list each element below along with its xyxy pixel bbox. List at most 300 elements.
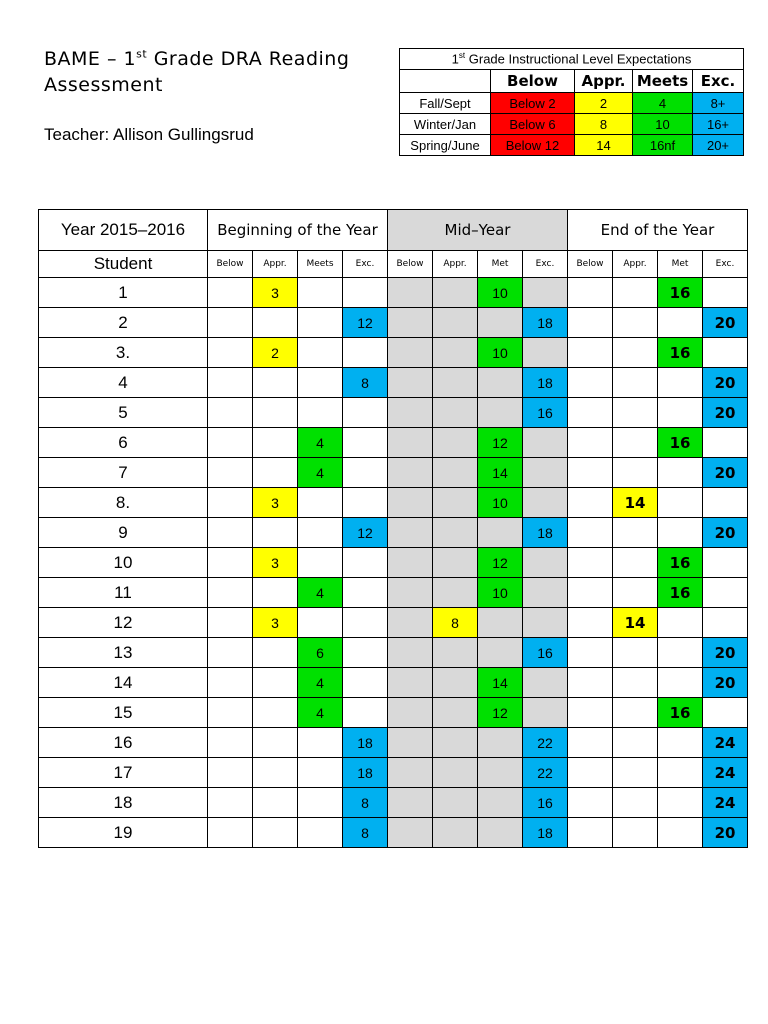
expectations-cell: Below 2 [491,93,575,114]
score-cell [388,308,433,338]
student-number: 10 [39,548,208,578]
score-cell [388,338,433,368]
score-cell [298,608,343,638]
score-cell [433,398,478,428]
score-cell [343,638,388,668]
score-cell [343,488,388,518]
score-cell: 8 [433,608,478,638]
score-cell: 18 [343,728,388,758]
student-row [39,488,748,518]
score-cell [613,458,658,488]
score-cell [433,548,478,578]
student-number: 4 [39,368,208,398]
score-cell [388,608,433,638]
score-cell [703,698,748,728]
student-number: 3. [39,338,208,368]
score-cell: 14 [478,458,523,488]
score-cell: 6 [298,638,343,668]
score-cell [343,548,388,578]
student-row [39,368,748,398]
score-cell [568,308,613,338]
score-cell [568,578,613,608]
score-cell: 20 [703,398,748,428]
score-cell [613,758,658,788]
score-cell: 4 [298,698,343,728]
score-cell [208,368,253,398]
score-cell: 18 [523,308,568,338]
score-cell: 24 [703,788,748,818]
score-cell: 12 [478,698,523,728]
category-subheader: Appr. [433,251,478,278]
score-cell [253,818,298,848]
expectations-cell: Below 6 [491,114,575,135]
score-cell [388,458,433,488]
score-cell: 16 [523,398,568,428]
score-cell: 16 [658,698,703,728]
student-row [39,428,748,458]
score-cell [253,518,298,548]
score-cell [568,608,613,638]
student-row [39,458,748,488]
expectations-cell: 20+ [693,135,744,156]
score-cell: 14 [478,668,523,698]
score-cell: 16 [658,278,703,308]
score-cell [253,668,298,698]
score-cell [343,398,388,428]
student-number: 2 [39,308,208,338]
score-cell [613,728,658,758]
expectations-row-label: Spring/June [400,135,491,156]
score-cell [703,338,748,368]
score-cell [568,488,613,518]
expectations-row-label: Winter/Jan [400,114,491,135]
score-cell [298,758,343,788]
score-cell [613,338,658,368]
student-row [39,788,748,818]
score-cell [658,458,703,488]
score-cell [568,758,613,788]
category-subheader: Met [658,251,703,278]
score-cell [433,368,478,398]
score-cell: 22 [523,758,568,788]
score-cell [478,638,523,668]
score-cell: 2 [253,338,298,368]
score-cell: 18 [523,518,568,548]
score-cell [298,368,343,398]
score-cell [478,368,523,398]
teacher-name: Teacher: Allison Gullingsrud [44,125,254,144]
student-number: 18 [39,788,208,818]
score-cell [523,458,568,488]
score-cell: 3 [253,488,298,518]
score-cell [343,668,388,698]
student-row [39,518,748,548]
score-cell [388,488,433,518]
student-number: 1 [39,278,208,308]
score-cell [568,668,613,698]
score-cell [703,548,748,578]
score-cell [703,578,748,608]
score-cell [568,788,613,818]
page-title [44,46,349,98]
score-cell: 16 [658,338,703,368]
score-cell [433,728,478,758]
expectations-cell: 4 [633,93,693,114]
score-cell: 24 [703,758,748,788]
score-cell [658,368,703,398]
score-cell [388,818,433,848]
expectations-column-header: Exc. [693,70,744,93]
score-cell: 22 [523,728,568,758]
category-subheader: Meets [298,251,343,278]
score-cell [343,458,388,488]
score-cell [523,338,568,368]
score-cell [478,728,523,758]
student-number: 16 [39,728,208,758]
score-cell: 12 [343,518,388,548]
score-cell [703,428,748,458]
score-cell [658,638,703,668]
score-cell: 16 [658,428,703,458]
score-cell [388,638,433,668]
score-cell: 4 [298,668,343,698]
score-cell [253,308,298,338]
score-cell [253,368,298,398]
score-cell: 3 [253,278,298,308]
score-cell [523,548,568,578]
score-cell [208,488,253,518]
period-header: Mid–Year [388,210,568,251]
score-cell [433,668,478,698]
score-cell [433,458,478,488]
category-subheader: Below [568,251,613,278]
score-cell [478,818,523,848]
score-cell [568,518,613,548]
score-cell: 20 [703,308,748,338]
score-cell [298,728,343,758]
expectations-column-header: Meets [633,70,693,93]
score-cell [388,758,433,788]
score-cell: 24 [703,728,748,758]
student-number: 8. [39,488,208,518]
score-cell [253,578,298,608]
expectations-cell: 8+ [693,93,744,114]
score-cell [208,638,253,668]
student-number: 7 [39,458,208,488]
category-subheader: Appr. [613,251,658,278]
score-cell [523,698,568,728]
score-cell [658,608,703,638]
score-cell [388,788,433,818]
score-cell [568,338,613,368]
score-cell [433,818,478,848]
score-cell [433,308,478,338]
score-cell [658,518,703,548]
score-cell [568,458,613,488]
score-cell: 18 [343,758,388,788]
score-cell [208,758,253,788]
score-cell [208,578,253,608]
score-cell: 14 [613,488,658,518]
student-row [39,668,748,698]
score-cell [253,788,298,818]
score-cell [388,278,433,308]
score-cell [253,428,298,458]
score-cell [658,668,703,698]
score-cell: 12 [478,548,523,578]
score-cell [253,638,298,668]
score-cell [703,278,748,308]
score-cell [703,488,748,518]
score-cell [523,488,568,518]
expectations-cell: 14 [575,135,633,156]
score-cell [568,428,613,458]
score-cell [433,518,478,548]
score-cell [208,668,253,698]
score-cell [568,728,613,758]
score-cell: 20 [703,458,748,488]
score-cell [298,518,343,548]
student-number: 19 [39,818,208,848]
expectations-cell: 16+ [693,114,744,135]
score-cell [208,788,253,818]
score-cell [208,518,253,548]
score-cell [568,368,613,398]
score-cell [433,278,478,308]
score-cell [478,608,523,638]
score-cell: 10 [478,338,523,368]
score-cell: 18 [523,368,568,398]
score-cell [523,578,568,608]
score-cell [568,698,613,728]
score-cell [658,728,703,758]
score-cell [433,638,478,668]
score-cell: 16 [523,638,568,668]
score-cell [433,698,478,728]
title-prefix: BAME – 1 [44,48,137,70]
score-cell [613,368,658,398]
score-cell [343,608,388,638]
student-number: 11 [39,578,208,608]
score-cell [613,668,658,698]
title-line2: Assessment [44,74,163,96]
title-superscript: st [136,47,148,61]
expectations-row [400,114,744,135]
score-cell [208,338,253,368]
expectations-corner [400,70,491,93]
score-cell [523,608,568,638]
score-cell: 3 [253,608,298,638]
score-cell [208,428,253,458]
score-cell [388,518,433,548]
student-row [39,278,748,308]
student-number: 6 [39,428,208,458]
score-cell [343,428,388,458]
score-cell [388,668,433,698]
score-cell: 8 [343,368,388,398]
expectations-cell: 2 [575,93,633,114]
score-cell [388,398,433,428]
score-cell [658,308,703,338]
score-cell: 4 [298,428,343,458]
student-number: 14 [39,668,208,698]
score-cell [433,788,478,818]
assessment-table [38,209,748,848]
score-cell [568,818,613,848]
score-cell [343,338,388,368]
score-cell [343,698,388,728]
expectations-row [400,93,744,114]
expectations-caption: 1st Grade Instructional Level Expectations [400,49,744,70]
student-number: 15 [39,698,208,728]
score-cell [613,278,658,308]
score-cell [253,398,298,428]
score-cell [388,698,433,728]
category-subheader: Below [208,251,253,278]
score-cell [658,398,703,428]
score-cell [208,458,253,488]
expectations-cell: 10 [633,114,693,135]
category-subheader: Appr. [253,251,298,278]
score-cell: 16 [523,788,568,818]
score-cell [343,578,388,608]
score-cell [523,668,568,698]
student-row [39,728,748,758]
score-cell [298,488,343,518]
score-cell [613,578,658,608]
expectations-row-label: Fall/Sept [400,93,491,114]
student-row [39,338,748,368]
student-row [39,548,748,578]
score-cell [568,398,613,428]
score-cell [703,608,748,638]
score-cell [298,398,343,428]
expectations-cell: 16nf [633,135,693,156]
score-cell [433,338,478,368]
score-cell [568,278,613,308]
category-subheader: Exc. [523,251,568,278]
score-cell [388,428,433,458]
score-cell [568,548,613,578]
score-cell [208,728,253,758]
expectations-cell: Below 12 [491,135,575,156]
category-subheader: Below [388,251,433,278]
score-cell [298,278,343,308]
score-cell [478,308,523,338]
expectations-column-header: Appr. [575,70,633,93]
score-cell: 4 [298,458,343,488]
score-cell [613,548,658,578]
score-cell [613,638,658,668]
score-cell [253,458,298,488]
score-cell [478,758,523,788]
expectations-cell: 8 [575,114,633,135]
student-row [39,308,748,338]
student-row [39,698,748,728]
score-cell [208,308,253,338]
score-cell [613,788,658,818]
score-cell: 18 [523,818,568,848]
student-row [39,398,748,428]
score-cell [658,788,703,818]
student-number: 5 [39,398,208,428]
score-cell: 4 [298,578,343,608]
student-number: 17 [39,758,208,788]
year-header: Year 2015–2016 [39,210,208,251]
period-header: Beginning of the Year [208,210,388,251]
student-row [39,578,748,608]
score-cell [388,368,433,398]
score-cell: 20 [703,818,748,848]
score-cell [208,548,253,578]
score-cell [433,758,478,788]
score-cell [433,578,478,608]
score-cell [298,338,343,368]
score-cell [433,488,478,518]
score-cell [613,428,658,458]
score-cell [658,758,703,788]
category-subheader: Exc. [343,251,388,278]
score-cell [613,398,658,428]
score-cell [253,758,298,788]
score-cell [253,728,298,758]
expectations-table [399,48,744,156]
score-cell [343,278,388,308]
student-number: 9 [39,518,208,548]
score-cell [208,398,253,428]
score-cell [478,398,523,428]
score-cell [478,518,523,548]
score-cell [208,818,253,848]
score-cell: 12 [343,308,388,338]
student-row [39,638,748,668]
score-cell [613,308,658,338]
score-cell: 8 [343,788,388,818]
score-cell [388,548,433,578]
score-cell [298,548,343,578]
student-row [39,818,748,848]
score-cell [478,788,523,818]
score-cell [298,818,343,848]
category-subheader: Met [478,251,523,278]
score-cell [253,698,298,728]
score-cell [523,428,568,458]
score-cell [568,638,613,668]
score-cell [388,578,433,608]
score-cell: 16 [658,578,703,608]
score-cell: 14 [613,608,658,638]
score-cell: 10 [478,488,523,518]
score-cell: 8 [343,818,388,848]
score-cell: 20 [703,368,748,398]
score-cell [208,698,253,728]
score-cell [658,818,703,848]
period-header: End of the Year [568,210,748,251]
score-cell [523,278,568,308]
score-cell: 20 [703,638,748,668]
student-row [39,758,748,788]
expectations-column-header: Below [491,70,575,93]
score-cell: 20 [703,668,748,698]
student-number: 13 [39,638,208,668]
score-cell [388,728,433,758]
score-cell: 10 [478,578,523,608]
score-cell [298,788,343,818]
score-cell [613,698,658,728]
score-cell [658,488,703,518]
student-number: 12 [39,608,208,638]
score-cell [298,308,343,338]
